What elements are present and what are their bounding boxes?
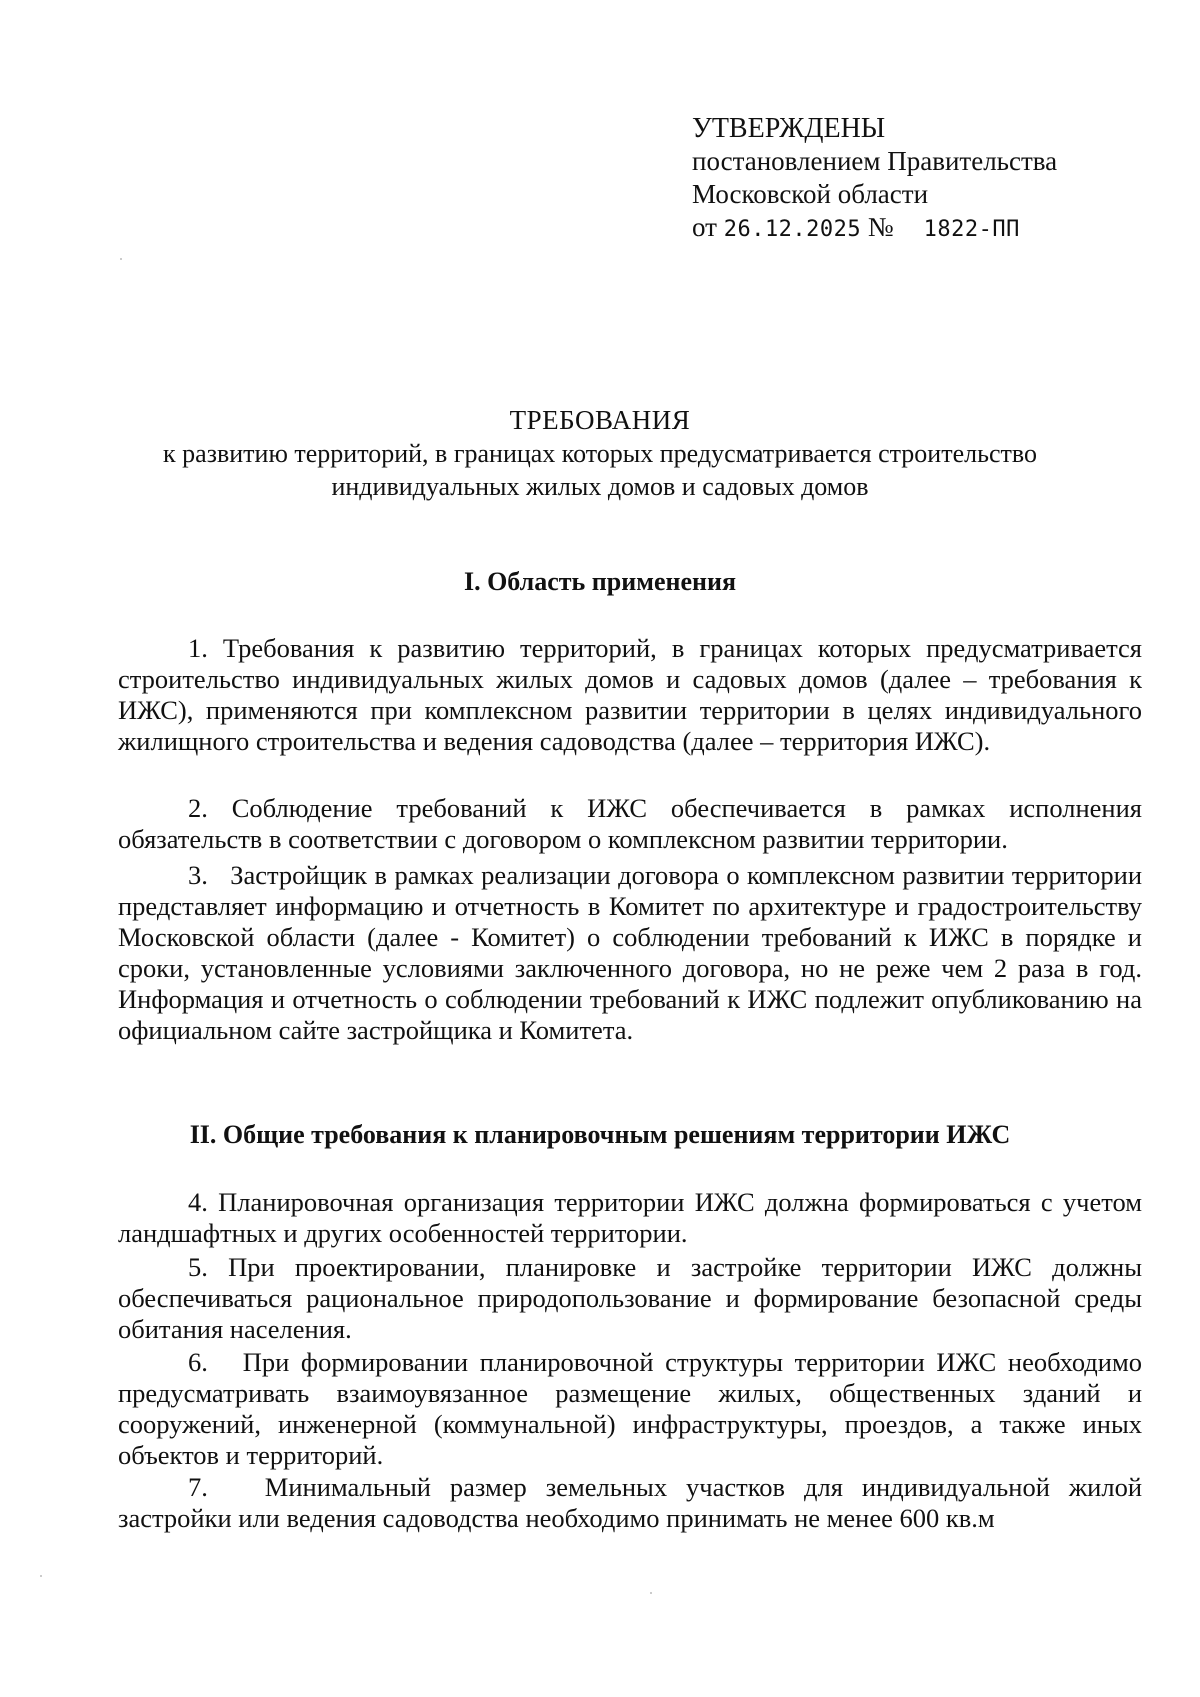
approval-line-1: постановлением Правительства xyxy=(692,146,1058,176)
approval-number-sign: № xyxy=(867,212,894,242)
approval-heading: УТВЕРЖДЕНЫ xyxy=(692,113,886,144)
approval-stamp xyxy=(692,112,1057,246)
paragraph-number: 4. xyxy=(188,1187,208,1217)
approval-line-2: Московской области xyxy=(692,179,929,209)
paragraph-4 xyxy=(118,1187,1142,1249)
scan-speck xyxy=(40,1575,42,1577)
paragraph-6 xyxy=(118,1347,1142,1471)
approval-date: 26.12.2025 xyxy=(723,217,862,242)
paragraph-text: Застройщик в рамках реализации договора о комплексном развитии территории представляет информацию и отчетность в Комитет по архитектуре и градостроительству Московской области (далее - Комитет) о соблюдении требований к ИЖС в порядке и сроки, установленные условиями заключенного договора, но не реже чем 2 раза в год. Информация и отчетность о соблюдении требований к ИЖС подлежит опубликованию на официальном сайте застройщика и Комитета. xyxy=(118,860,1143,1045)
paragraph-number: 2. xyxy=(188,793,208,823)
document-subtitle-line-2: индивидуальных жилых домов и садовых домов xyxy=(331,472,869,501)
paragraph-3 xyxy=(118,860,1142,1046)
paragraph-text: При формировании планировочной структуры территории ИЖС необходимо предусматривать взаимоувязанное размещение жилых, общественных зданий и сооружений, инженерной (коммунальной) инфраструктуры, проездов, а также иных объектов и территорий. xyxy=(118,1347,1142,1470)
document-title: ТРЕБОВАНИЯ xyxy=(509,405,691,435)
paragraph-text: При проектировании, планировке и застройке территории ИЖС должны обеспечиваться рациональное природопользование и формирование безопасной среды обитания населения. xyxy=(118,1252,1142,1344)
paragraph-text: Соблюдение требований к ИЖС обеспечивается в рамках исполнения обязательств в соответствии с договором о комплексном развитии территории. xyxy=(118,793,1142,854)
paragraph-2 xyxy=(118,793,1142,855)
document-subtitle-line-1: к развитию территорий, в границах которых предусматривается строительство xyxy=(163,439,1037,468)
paragraph-5 xyxy=(118,1252,1142,1345)
section-heading-1: I. Область применения xyxy=(463,567,737,596)
approval-date-line xyxy=(692,211,1057,246)
paragraph-number: 7. xyxy=(188,1472,208,1502)
document-title-block xyxy=(0,404,1200,503)
paragraph-number: 1. xyxy=(188,633,208,663)
approval-number: 1822-ПП xyxy=(923,217,1020,242)
section-heading-2: II. Общие требования к планировочным решениям территории ИЖС xyxy=(189,1120,1011,1149)
paragraph-number: 3. xyxy=(188,860,208,890)
approval-date-prefix: от xyxy=(692,212,717,242)
paragraph-7 xyxy=(118,1472,1142,1534)
scan-speck xyxy=(120,258,122,260)
paragraph-number: 5. xyxy=(188,1252,208,1282)
paragraph-text: Минимальный размер земельных участков для индивидуальной жилой застройки или ведения садоводства необходимо принимать не менее 600 кв.м xyxy=(118,1472,1142,1533)
paragraph-text: Планировочная организация территории ИЖС должна формироваться с учетом ландшафтных и других особенностей территории. xyxy=(118,1187,1143,1248)
scan-speck xyxy=(650,1592,652,1594)
paragraph-text: Требования к развитию территорий, в границах которых предусматривается строительство индивидуальных жилых домов и садовых домов (далее – требования к ИЖС), применяются при комплексном развитии территории в целях индивидуального жилищного строительства и ведения садоводства (далее – территория ИЖС). xyxy=(118,633,1142,756)
paragraph-number: 6. xyxy=(188,1347,208,1377)
paragraph-1 xyxy=(118,633,1142,757)
